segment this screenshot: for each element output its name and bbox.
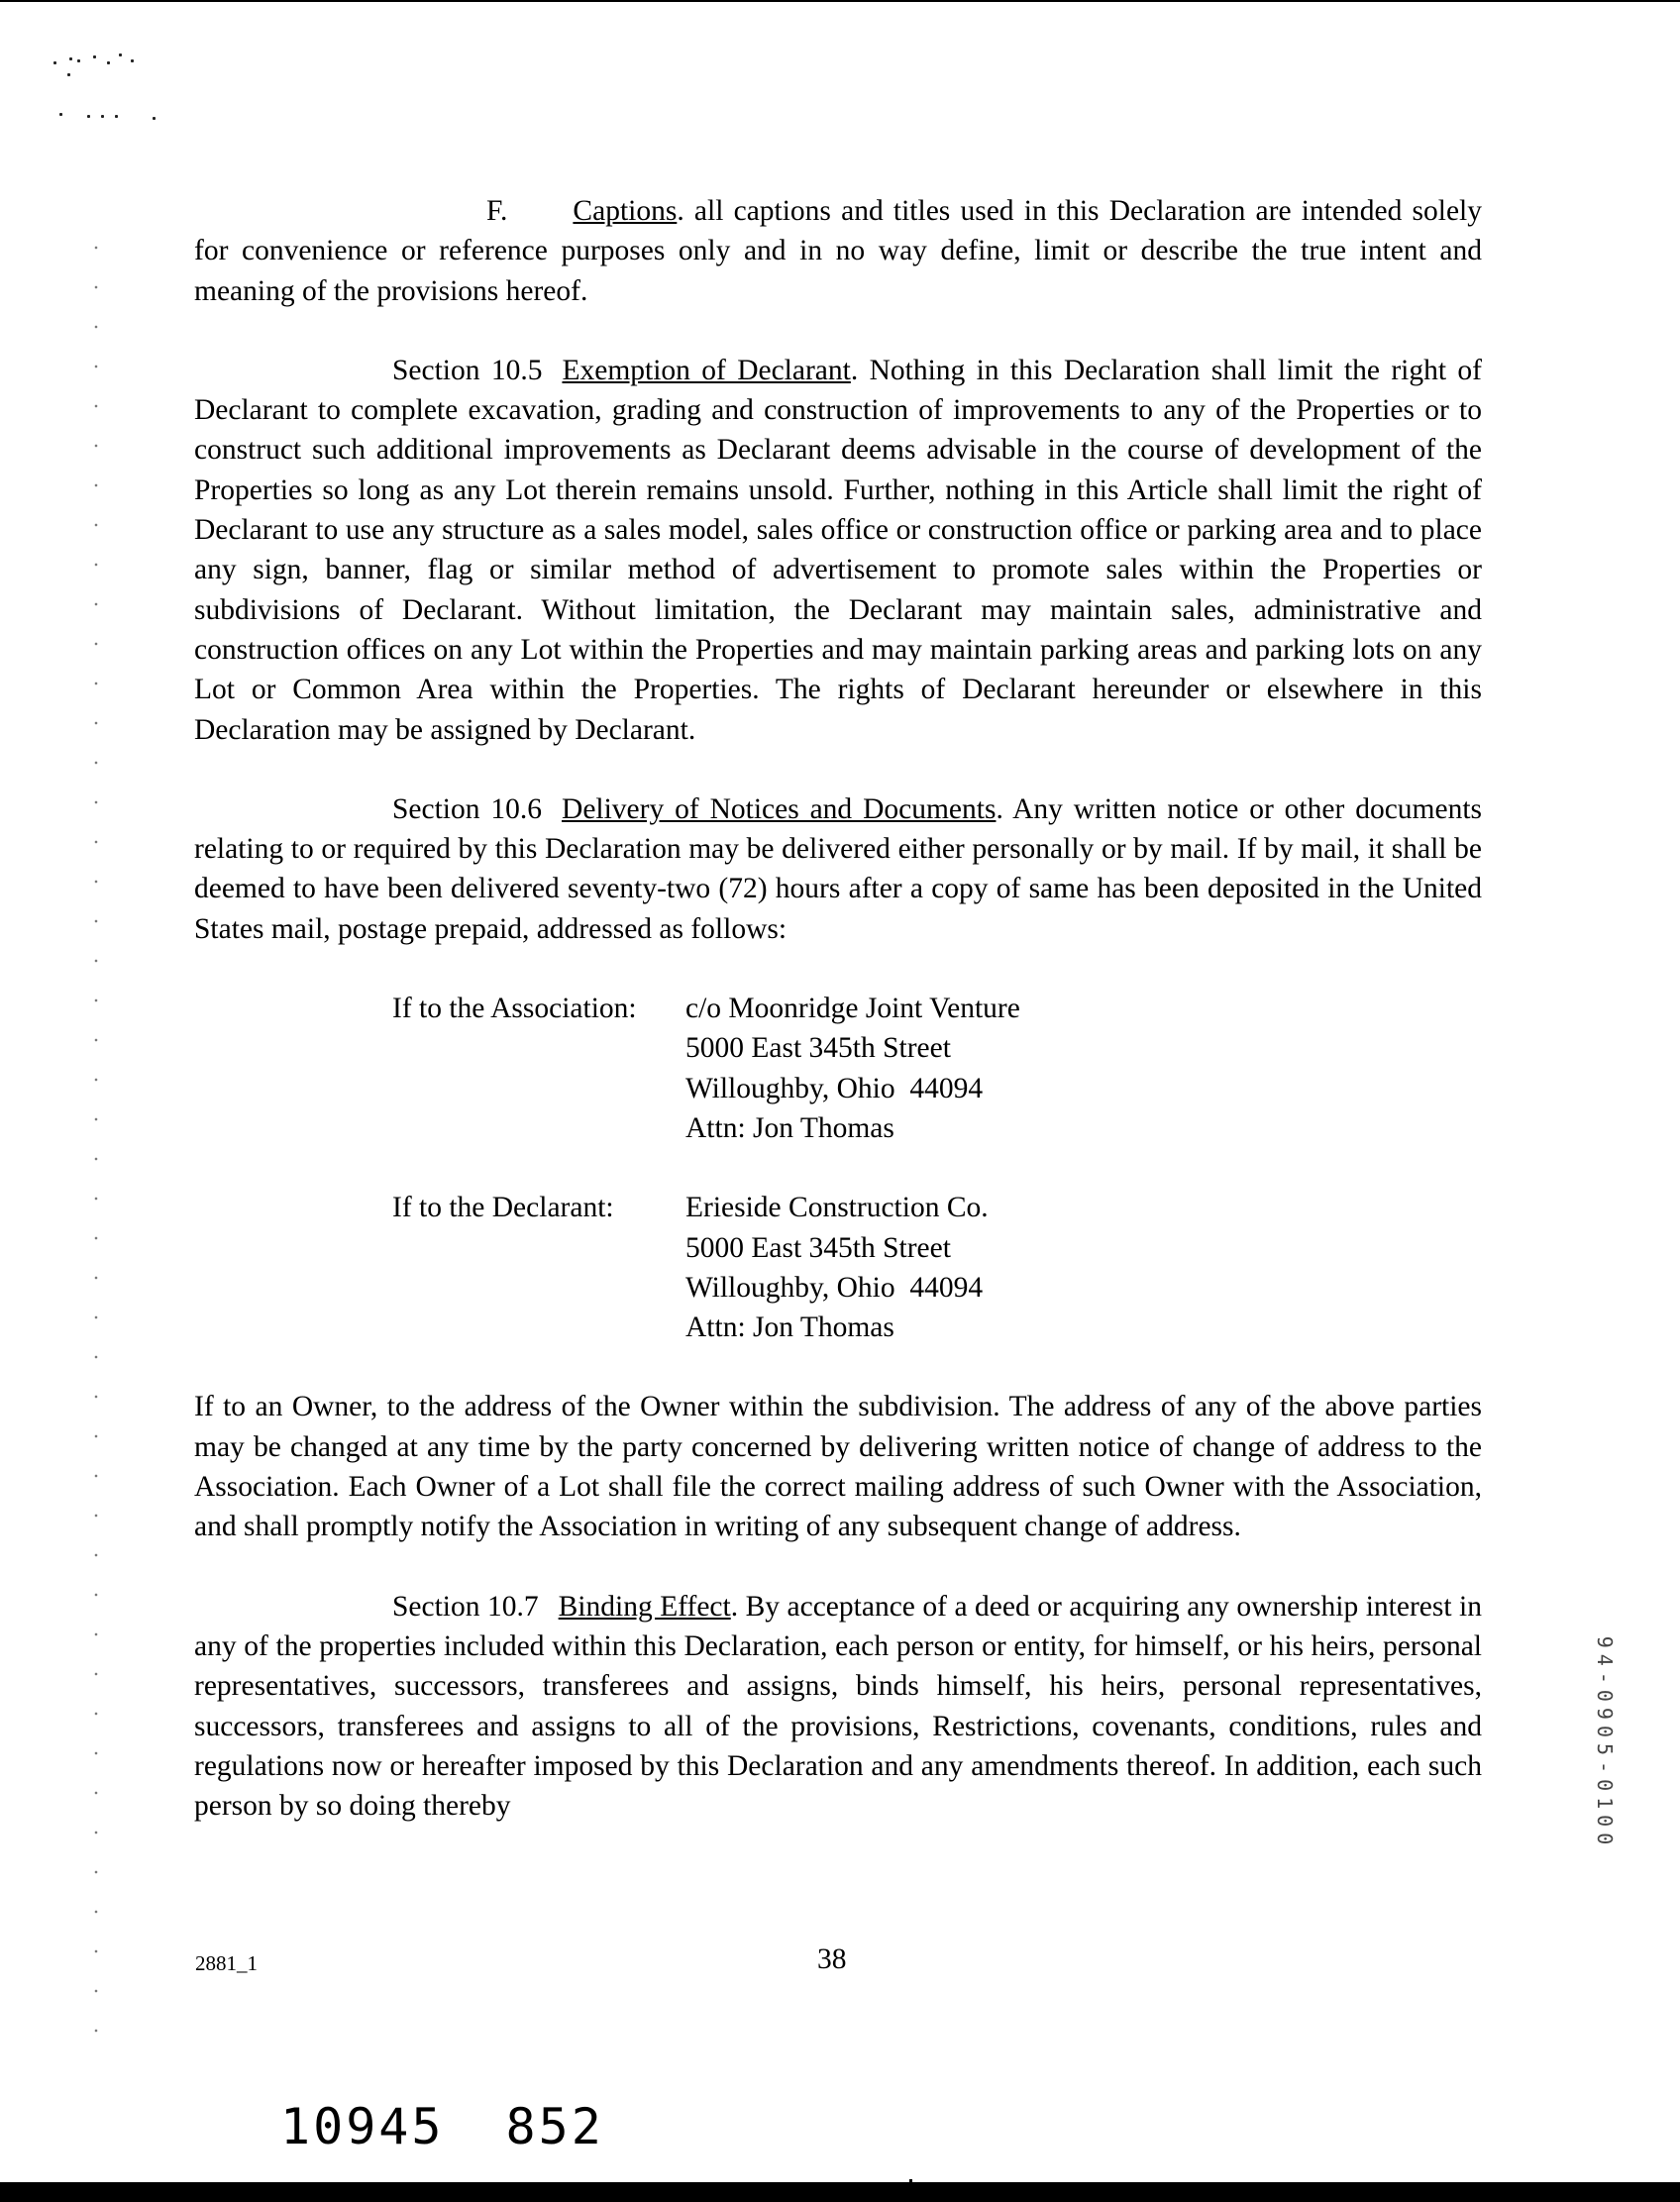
address-declarant bbox=[392, 1188, 1482, 1347]
address-line: Willoughby, Ohio 44094 bbox=[685, 1271, 984, 1304]
paragraph-f-text: . all captions and titles used in this Declaration are intended solely for convenience or reference purposes only and in no way define, limit or describe the true intent and meaning of the provisions hereof. bbox=[194, 195, 1482, 307]
address-declarant-lines bbox=[685, 1188, 989, 1347]
page-number: 38 bbox=[817, 1943, 847, 1975]
side-stamp-text: 94-0905-0100 bbox=[1593, 1635, 1617, 1851]
recording-volume: 10945 bbox=[280, 2098, 445, 2155]
address-association-label: If to the Association: bbox=[392, 993, 637, 1025]
address-line: Erieside Construction Co. bbox=[685, 1192, 989, 1224]
section-10-5-number: Section 10.5 bbox=[392, 354, 543, 386]
address-line: 5000 East 345th Street bbox=[685, 1231, 951, 1264]
scan-margin-dots bbox=[94, 228, 98, 2060]
address-line: Willoughby, Ohio 44094 bbox=[685, 1072, 984, 1104]
document-body bbox=[194, 191, 1482, 1826]
address-line: c/o Moonridge Joint Venture bbox=[685, 993, 1020, 1025]
scan-specks bbox=[48, 52, 186, 131]
section-10-7-heading: Binding Effect bbox=[558, 1590, 731, 1623]
section-10-6 bbox=[194, 789, 1482, 949]
recording-stamp bbox=[280, 2098, 666, 2155]
scan-top-edge bbox=[0, 0, 1680, 2]
recording-page: 852 bbox=[505, 2098, 604, 2155]
paragraph-f-marker: F. bbox=[486, 195, 508, 227]
scan-bottom-tick bbox=[909, 2179, 912, 2202]
address-declarant-label: If to the Declarant: bbox=[392, 1192, 614, 1224]
section-10-7 bbox=[194, 1587, 1482, 1827]
section-10-5 bbox=[194, 351, 1482, 750]
address-association bbox=[392, 989, 1482, 1148]
side-stamp bbox=[1590, 1565, 1620, 1922]
address-line: Attn: Jon Thomas bbox=[685, 1111, 894, 1144]
address-line: Attn: Jon Thomas bbox=[685, 1311, 894, 1344]
address-line: 5000 East 345th Street bbox=[685, 1032, 951, 1065]
section-10-7-text: . By acceptance of a deed or acquiring any ownership interest in any of the properties included within this Declaration, each person or entity, for himself, or his heirs, personal representatives, successors, transferees and assigns, binds himself, his heirs, personal representatives, successors, transferees and assigns to all of the provisions, Restrictions, covenants, conditions, rules and regulations now or hereafter imposed by this Declaration and any amendments thereof. In addition, each such person by so doing thereby bbox=[194, 1590, 1482, 1823]
paragraph-f bbox=[194, 191, 1482, 311]
scan-bottom-edge bbox=[0, 2182, 1680, 2202]
section-10-5-heading: Exemption of Declarant bbox=[562, 354, 851, 386]
paragraph-f-heading: Captions bbox=[573, 195, 678, 227]
address-association-lines bbox=[685, 989, 1020, 1148]
section-10-6-text: . Any written notice or other documents relating to or required by this Declaration may be delivered either personally or by mail. If by mail, it shall be deemed to have been delivered seventy-two (72) hours after a copy of same has been deposited in the United States mail, postage prepaid, addressed as follows: bbox=[194, 792, 1482, 945]
footer-doc-id: 2881_1 bbox=[195, 1951, 258, 1975]
section-10-5-text: . Nothing in this Declaration shall limit the right of Declarant to complete excavation, grading and construction of improvements to any of the Properties or to construct such additional improvements as Declarant deems advisable in the course of development of the Properties so long as any Lot therein remains unsold. Further, nothing in this Article shall limit the right of Declarant to use any structure as a sales model, sales office or construction office or parking area and to place any sign, banner, flag or similar method of advertisement to promote sales within the Properties or subdivisions of Declarant. Without limitation, the Declarant may maintain sales, administrative and construction offices on any Lot within the Properties and may maintain parking areas and parking lots on any Lot or Common Area within the Properties. The rights of Declarant hereunder or elsewhere in this Declaration may be assigned by Declarant. bbox=[194, 354, 1482, 746]
section-10-6-heading: Delivery of Notices and Documents bbox=[562, 792, 997, 825]
section-10-6-number: Section 10.6 bbox=[392, 792, 543, 825]
section-10-7-number: Section 10.7 bbox=[392, 1590, 539, 1623]
owner-paragraph: If to an Owner, to the address of the Owner within the subdivision. The address of any of the above parties may be changed at any time by the party concerned by delivering written notice of change of address to the Association. Each Owner of a Lot shall file the correct mailing address of such Owner with the Association, and shall promptly notify the Association in writing of any subsequent change of address. bbox=[194, 1391, 1482, 1543]
